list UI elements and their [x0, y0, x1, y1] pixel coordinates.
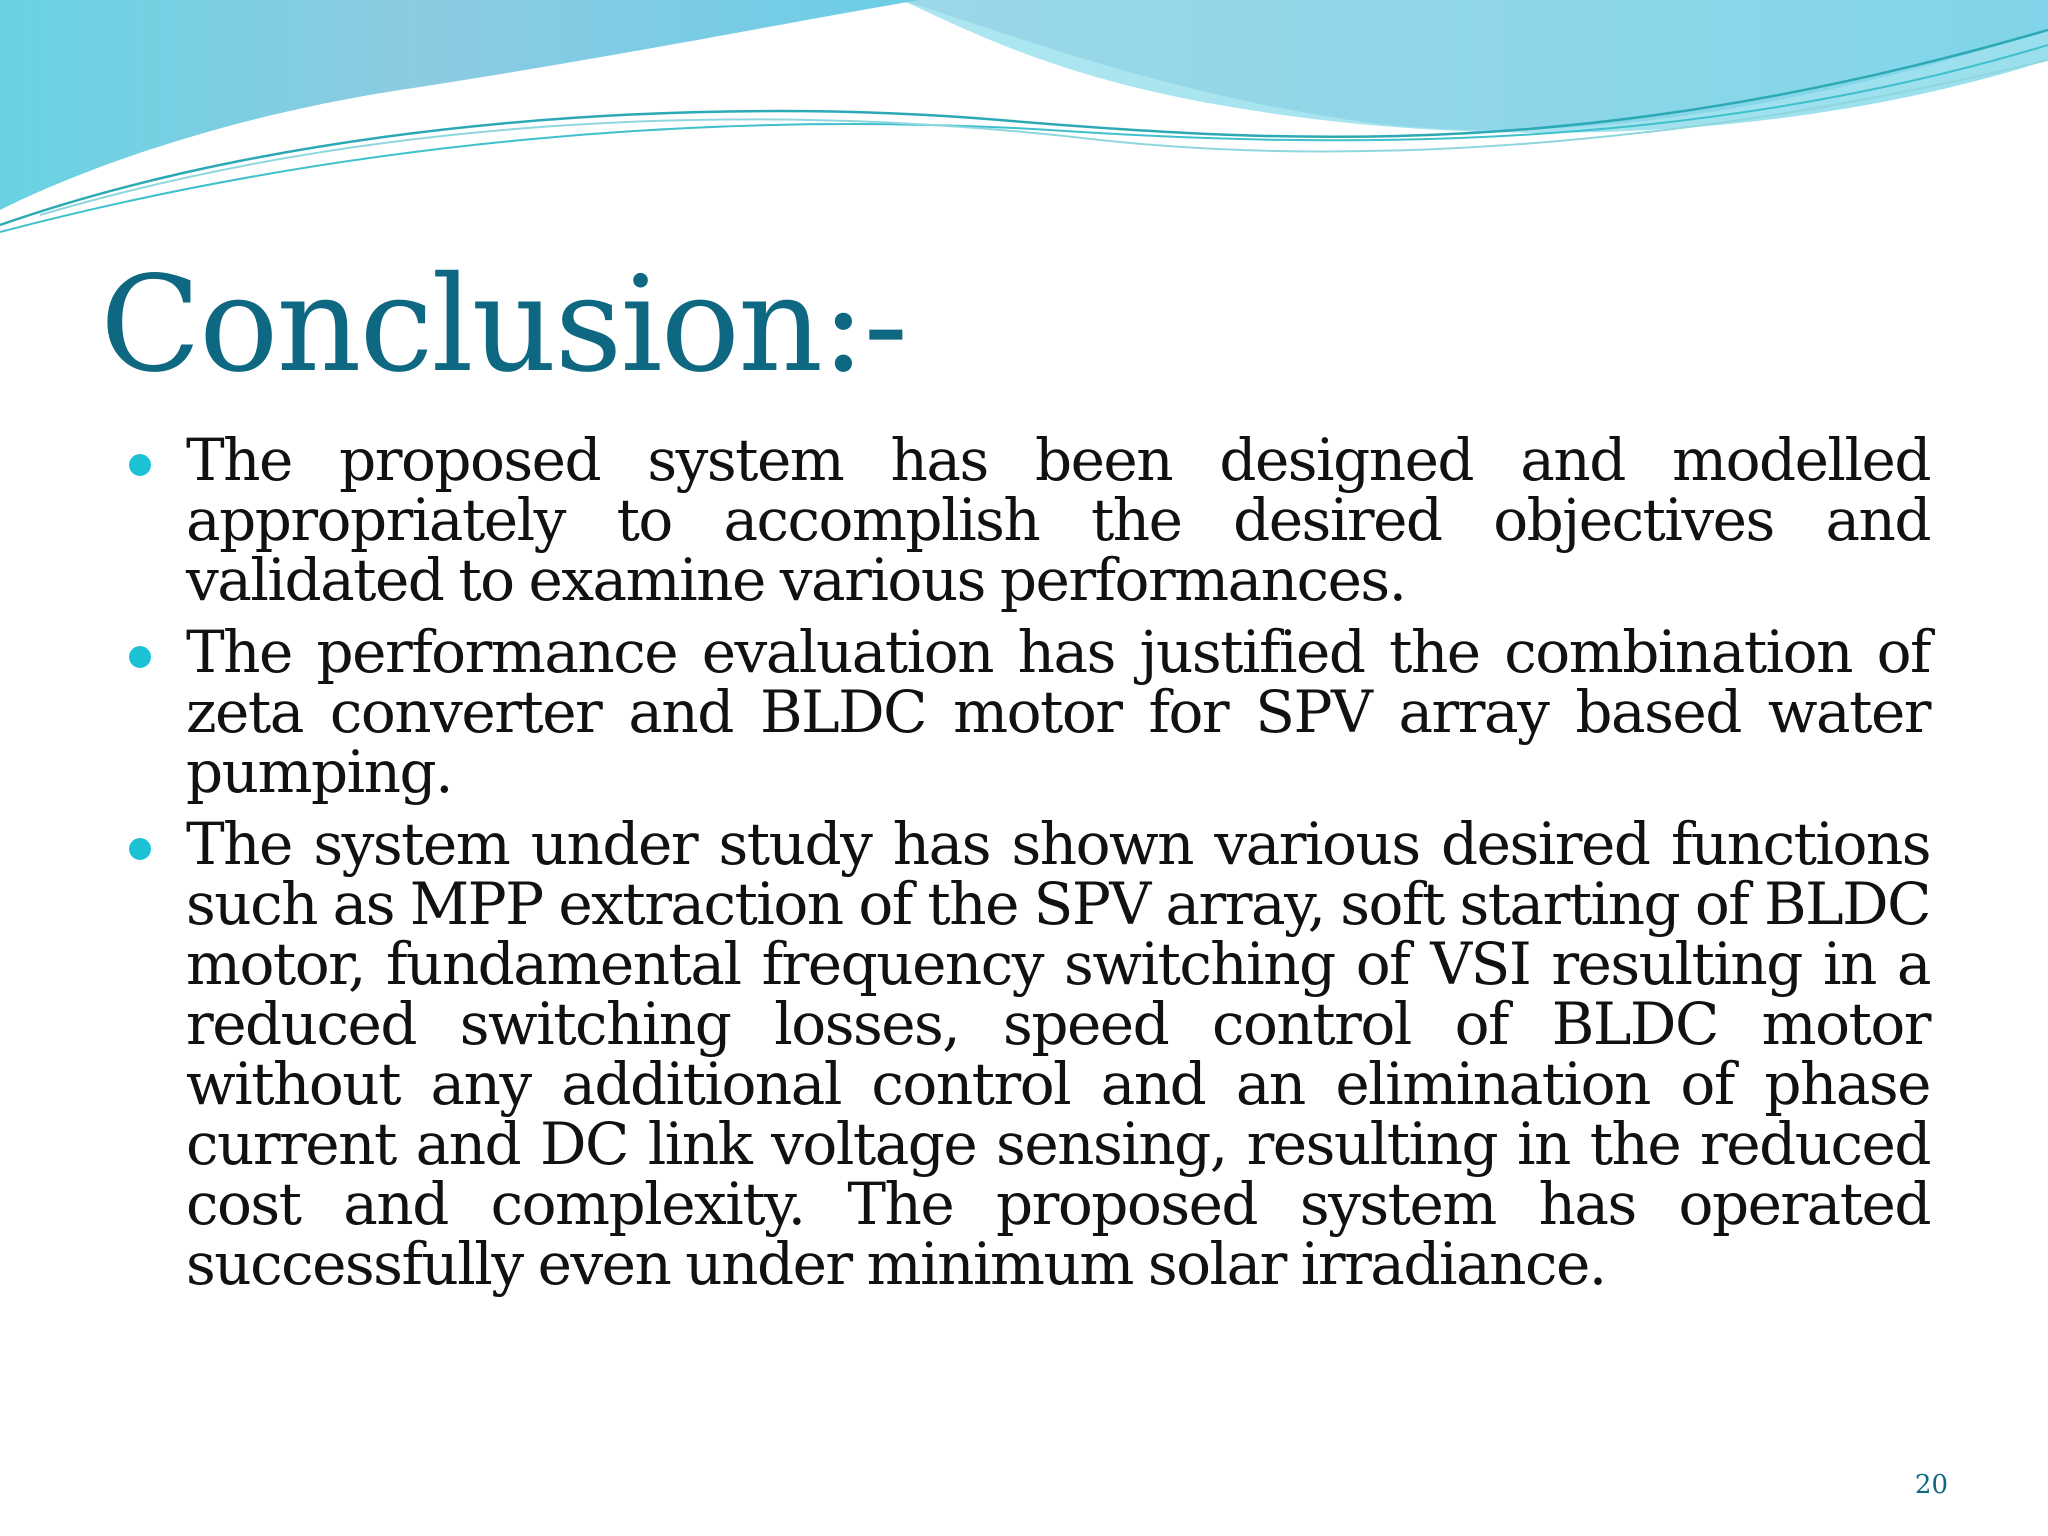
bullet-dot-icon [129, 838, 151, 860]
bullet-text: The system under study has shown various desired functions such as MPP extraction of the SPV array, soft starting of BLDC motor, fundamental frequency switching of VSI resulting in a reduced switching losses, speed control of BLDC motor without any additional control and an elimination of phase current and DC link voltage sensing, resulting in the reduced cost and complexity. The proposed system has operated successfully even under minimum solar irradiance. [186, 810, 1930, 1298]
bullet-item [120, 810, 1930, 1298]
bullet-item [120, 426, 1930, 614]
bullet-text: The performance evaluation has justified the combination of zeta converter and BLDC motor for SPV array based water pumping. [186, 618, 1930, 806]
bullet-dot-icon [129, 454, 151, 476]
bullet-dot-icon [129, 646, 151, 668]
wave-decoration [0, 0, 2048, 260]
page-number: 20 [1914, 1470, 1948, 1500]
bullet-text: The proposed system has been designed and modelled appropriately to accomplish the desired objectives and validated to examine various performances. [186, 426, 1930, 614]
slide-title: Conclusion:- [100, 248, 907, 402]
bullet-item [120, 618, 1930, 806]
bullet-list [120, 426, 1930, 1306]
